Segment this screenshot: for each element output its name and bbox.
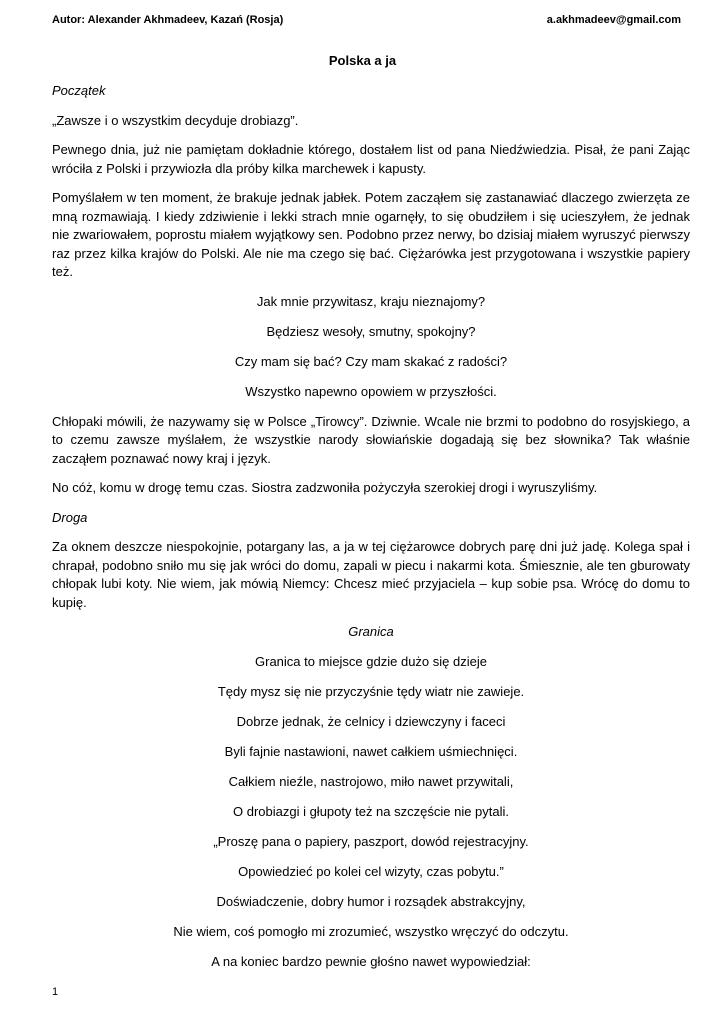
poem-line: Nie wiem, coś pomogło mi zrozumieć, wszystko wręczyć do odczytu. [173, 924, 569, 939]
poem-line: Opowiedzieć po kolei cel wizyty, czas pobytu.” [238, 864, 504, 879]
document-body [52, 82, 690, 983]
paragraph: Za oknem deszcze niespokojnie, potargany las, a ja w tej ciężarowce dobrych parę dni już jadę. Kolega spał i chrapał, podobno sniło mu się jak wróci do domu, zapali w piecu i nakarmi kota. Śmiesznie, ale ten gburowaty chłopak lubi koty. Nie wiem, jak mówią Niemcy: Chcesz mieć przyjaciela – kup sobie psa. Wrócę do domu to kupię. [52, 539, 690, 610]
paragraph: Chłopaki mówili, że nazywamy się w Polsce „Tirowcy”. Dziwnie. Wcale nie brzmi to podobno do rosyjskiego, a to czemu zawsze myślałem, że wszystkie narody słowiańskie dogadają się bez słownika? Tak właśnie zacząłem poznawać nowy kraj i język. [52, 413, 690, 466]
document-title: Polska a ja [328, 53, 397, 68]
page-number: 1 [52, 986, 59, 998]
poem-line: „Proszę pana o papiery, paszport, dowód rejestracyjny. [213, 834, 529, 849]
poem-line: A na koniec bardzo pewnie głośno nawet wypowiedział: [211, 954, 531, 969]
verse-line: Wszystko napewno opowiem w przyszłości. [245, 383, 497, 399]
poem-line: O drobiazgi i głupoty też na szczęście nie pytali. [232, 804, 510, 819]
poem-line: Tędy mysz się nie przyczyśnie tędy wiatr nie zawieje. [217, 684, 525, 699]
author-line: Autor: Alexander Akhmadeev, Kazań (Rosja) [52, 14, 284, 26]
verse-line: Czy mam się bać? Czy mam skakać z radości? [234, 353, 508, 369]
paragraph: Pewnego dnia, już nie pamiętam dokładnie którego, dostałem list od pana Niedźwiedzia. Pisał, że pani Zając wróciła z Polski i przywiozła dla próby kilka marchewek i kapusty. [52, 142, 690, 176]
poem-title: Granica [348, 624, 394, 639]
section-heading-poczatek: Początek [52, 83, 106, 98]
paragraph: Pomyślałem w ten moment, że brakuje jednak jabłek. Potem zacząłem się zastanawiać dlaczego zwierzęta ze mną rozmawiają. I kiedy zdziwienie i lekki strach mnie ogarnęły, to się obudziłem i się ucieszyłem, że jednak nie zwariowałem, poprostu miałem wyjątkowy sen. Podobno przez nerwy, bo dzisiaj miałem wyruszyć pierwszy raz przez kilka krajów do Polski. Ale nie ma czego się bać. Ciężarówka jest przygotowana i wszystkie papiery też. [52, 190, 690, 279]
opening-quote: „Zawsze i o wszystkim decyduje drobiazg”. [52, 112, 299, 128]
verse-line: Będziesz wesoły, smutny, spokojny? [266, 323, 476, 339]
author-email: a.akhmadeev@gmail.com [546, 14, 681, 26]
poem-line: Dobrze jednak, że celnicy i dziewczyny i faceci [236, 714, 506, 729]
page-header [52, 14, 681, 26]
paragraph: No cóż, komu w drogę temu czas. Siostra zadzwoniła pożyczyła szerokiej drogi i wyruszyliśmy. [52, 480, 598, 495]
section-heading-droga: Droga [52, 509, 88, 525]
poem-line: Granica to miejsce gdzie dużo się dzieje [255, 654, 487, 669]
poem-line: Doświadczenie, dobry humor i rozsądek abstrakcyjny, [216, 894, 526, 909]
poem-line: Całkiem nieźle, nastrojowo, miło nawet przywitali, [228, 774, 514, 789]
verse-line: Jak mnie przywitasz, kraju nieznajomy? [256, 293, 486, 309]
poem-line: Byli fajnie nastawioni, nawet całkiem uśmiechnięci. [224, 744, 518, 759]
